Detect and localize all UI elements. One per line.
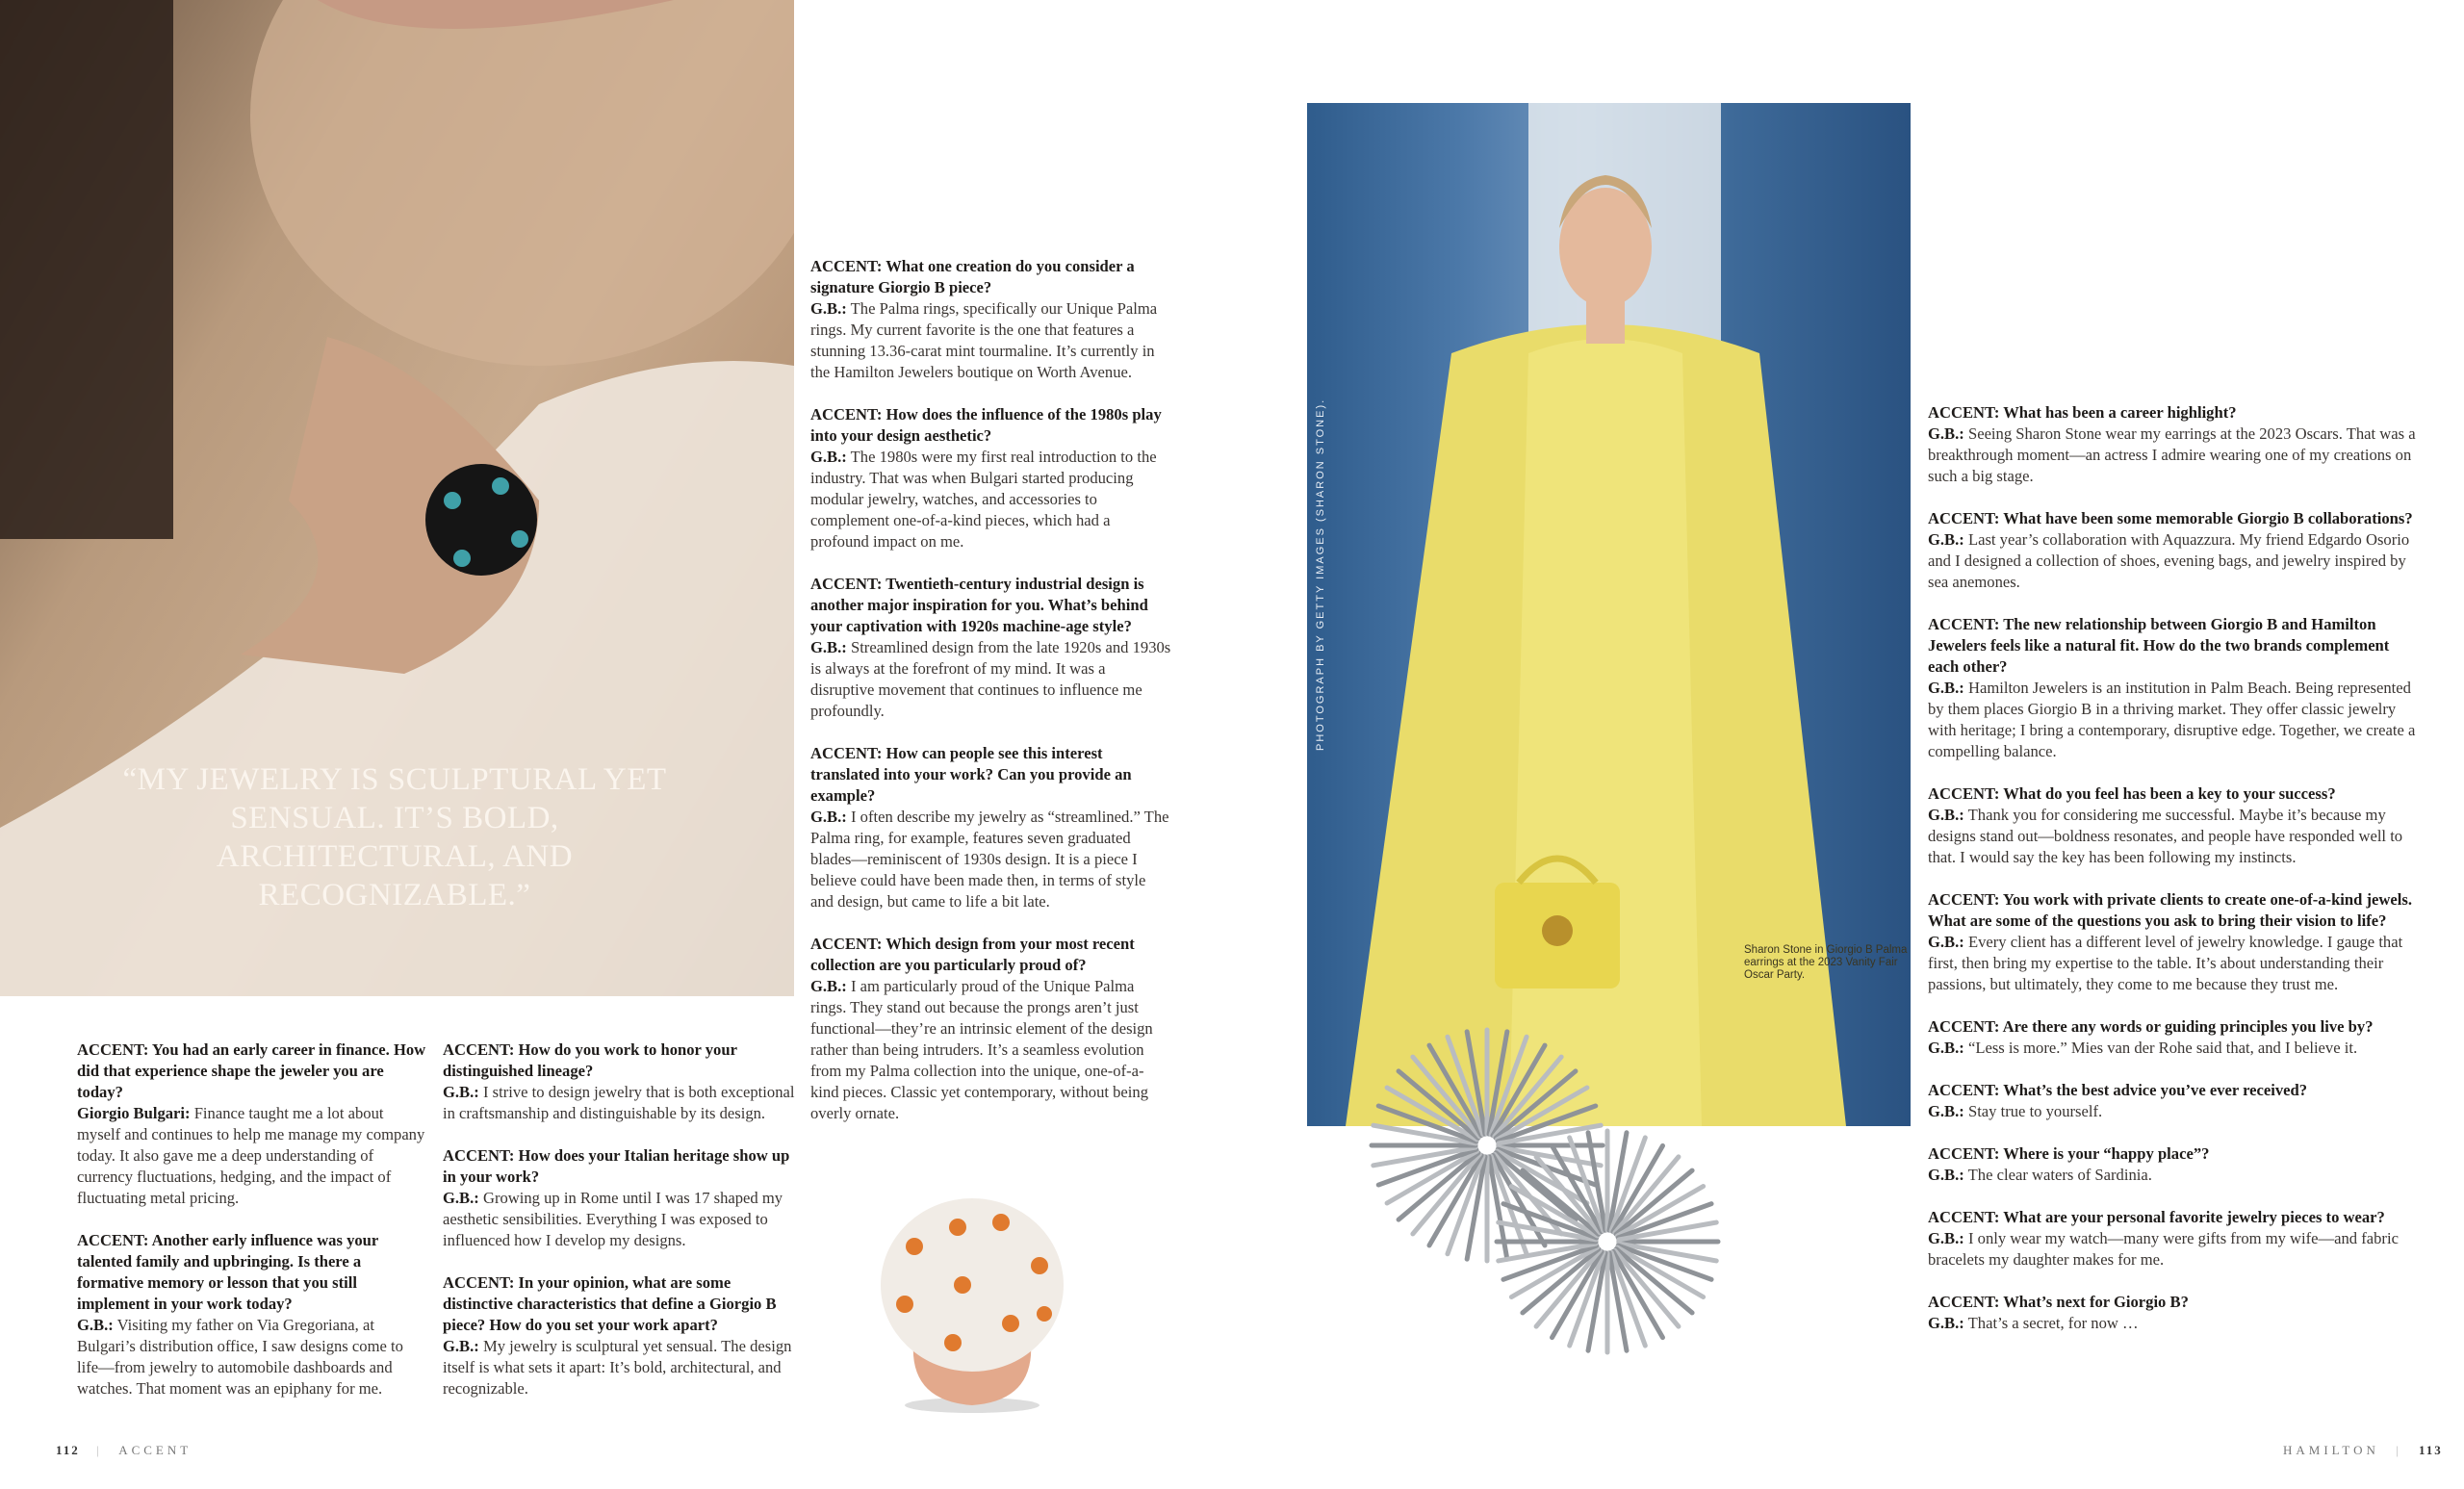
answer-text: That’s a secret, for now …	[1967, 1314, 2139, 1332]
question: ACCENT: What one creation do you consider a signature Giorgio B piece?	[810, 257, 1135, 296]
interview-column-2	[443, 1040, 804, 1421]
answer	[443, 1336, 804, 1399]
answer	[443, 1188, 804, 1251]
qa-block	[810, 256, 1171, 383]
interview-column-4	[1928, 402, 2419, 1355]
speaker-label: G.B.:	[1928, 679, 1964, 697]
answer-text: Growing up in Rome until I was 17 shaped my aesthetic sensibilities. Everything I was exposed to influenced how I develop my designs.	[443, 1189, 783, 1249]
speaker-label: G.B.:	[77, 1316, 114, 1334]
hero-photo-hand-ring	[0, 0, 794, 996]
qa-block	[1928, 1207, 2419, 1271]
question: ACCENT: What has been a career highlight?	[1928, 403, 2237, 422]
footer-divider: |	[2396, 1443, 2402, 1457]
answer	[1928, 1165, 2419, 1186]
question: ACCENT: What have been some memorable Giorgio B collaborations?	[1928, 509, 2413, 527]
qa-block	[1928, 1080, 2419, 1122]
qa-block	[443, 1040, 804, 1124]
speaker-label: G.B.:	[443, 1189, 479, 1207]
speaker-label: G.B.:	[810, 808, 847, 826]
pull-quote: “MY JEWELRY IS SCULPTURAL YET SENSUAL. IT’S BOLD, ARCHITECTURAL, AND RECOGNIZABLE.”	[122, 762, 667, 912]
answer	[810, 976, 1171, 1124]
question: ACCENT: What’s the best advice you’ve ever received?	[1928, 1081, 2308, 1099]
answer	[1928, 1038, 2419, 1059]
answer-text: Visiting my father on Via Gregoriana, at Bulgari’s distribution office, I saw designs come to life—from jewelry to automobile dashboards and watches. That moment was an epiphany for me.	[77, 1316, 403, 1398]
interview-column-1	[77, 1040, 428, 1421]
answer-text: The 1980s were my first real introduction to the industry. That was when Bulgari started producing modular jewelry, watches, and accessories to complement one-of-a-kind pieces, which had a profound impact on me.	[810, 448, 1157, 551]
speaker-label: G.B.:	[810, 299, 847, 318]
qa-block	[810, 934, 1171, 1124]
answer	[1928, 1313, 2419, 1334]
answer	[810, 447, 1171, 552]
qa-block	[1928, 1143, 2419, 1186]
speaker-label: G.B.:	[1928, 530, 1964, 549]
qa-block	[77, 1230, 428, 1399]
answer-text: I often describe my jewelry as “streamlined.” The Palma ring, for example, features seven graduated blades—reminiscent of 1930s design. It is a piece I believe could have been made then, in terms of style and design, but came to life a bit late.	[810, 808, 1169, 911]
answer-text: I am particularly proud of the Unique Palma rings. They stand out because the prongs aren’t just functional—they’re an intrinsic element of the design rather than being intruders. It’s a seamless evolution from my Palma collection into the unique, one-of-a-kind pieces. Classic yet contemporary, without being overly ornate.	[810, 977, 1153, 1122]
answer	[77, 1103, 428, 1209]
answer-text: Streamlined design from the late 1920s and 1930s is always at the forefront of my mind. It was a disruptive movement that continues to influence me profoundly.	[810, 638, 1171, 720]
speaker-label: G.B.:	[1928, 806, 1964, 824]
answer	[1928, 529, 2419, 593]
speaker-label: G.B.:	[1928, 424, 1964, 443]
answer-text: I strive to design jewelry that is both exceptional in craftsmanship and distinguishable by its design.	[443, 1083, 795, 1122]
answer-text: The Palma rings, specifically our Unique Palma rings. My current favorite is the one that features a stunning 13.36-carat mint tourmaline. It’s currently in the Hamilton Jewelers boutique on Worth Avenue.	[810, 299, 1158, 381]
section-name-right: HAMILTON	[2283, 1443, 2379, 1457]
speaker-label: G.B.:	[1928, 933, 1964, 951]
qa-block	[443, 1272, 804, 1399]
speaker-label: G.B.:	[810, 448, 847, 466]
answer-text: Stay true to yourself.	[1967, 1102, 2103, 1120]
sharon-stone-photo	[1307, 103, 1911, 1126]
qa-block	[1928, 1292, 2419, 1334]
question: ACCENT: What do you feel has been a key to your success?	[1928, 784, 2336, 803]
palma-ring-image	[866, 1179, 1078, 1420]
answer	[1928, 805, 2419, 868]
interview-column-3	[810, 256, 1171, 1145]
qa-block	[810, 404, 1171, 552]
question: ACCENT: How can people see this interest translated into your work? Can you provide an example?	[810, 744, 1132, 805]
page-number-right: 113	[2419, 1443, 2443, 1457]
speaker-label: G.B.:	[443, 1337, 479, 1355]
answer-text: Hamilton Jewelers is an institution in Palm Beach. Being represented by them places Giorgio B in a thriving market. They offer classic jewelry with heritage; I bring a contemporary, disruptive edge. Together, we create a compelling balance.	[1928, 679, 2416, 760]
qa-block	[77, 1040, 428, 1209]
question: ACCENT: How does your Italian heritage show up in your work?	[443, 1146, 790, 1186]
question: ACCENT: How do you work to honor your distinguished lineage?	[443, 1040, 737, 1080]
speaker-label: G.B.:	[1928, 1229, 1964, 1247]
question: ACCENT: Another early influence was your talented family and upbringing. Is there a formative memory or lesson that you still implement in your work today?	[77, 1231, 378, 1313]
speaker-label: Giorgio Bulgari:	[77, 1104, 191, 1122]
question: ACCENT: Where is your “happy place”?	[1928, 1144, 2210, 1163]
answer	[810, 637, 1171, 722]
speaker-label: G.B.:	[810, 977, 847, 995]
answer-text: Seeing Sharon Stone wear my earrings at the 2023 Oscars. That was a breakthrough moment—an actress I admire wearing one of my creations on such a big stage.	[1928, 424, 2416, 485]
question: ACCENT: How does the influence of the 1980s play into your design aesthetic?	[810, 405, 1162, 445]
answer-text: “Less is more.” Mies van der Rohe said that, and I believe it.	[1967, 1039, 2358, 1057]
qa-block	[443, 1145, 804, 1251]
speaker-label: G.B.:	[1928, 1314, 1964, 1332]
answer	[1928, 1101, 2419, 1122]
question: ACCENT: What’s next for Giorgio B?	[1928, 1293, 2189, 1311]
answer-text: Finance taught me a lot about myself and continues to help me manage my company today. It also gave me a deep understanding of currency fluctuations, hedging, and the impact of fluctuating metal pricing.	[77, 1104, 425, 1207]
answer	[1928, 932, 2419, 995]
answer-text: Thank you for considering me successful. Maybe it’s because my designs stand out—boldness resonates, and people have responded well to that. I would say the key has been following my instincts.	[1928, 806, 2403, 866]
answer-text: Last year’s collaboration with Aquazzura. My friend Edgardo Osorio and I designed a collection of shoes, evening bags, and jewelry inspired by sea anemones.	[1928, 530, 2410, 591]
footer-left	[56, 1443, 192, 1458]
answer-text: The clear waters of Sardinia.	[1967, 1166, 2152, 1184]
answer	[1928, 424, 2419, 487]
qa-block	[1928, 1016, 2419, 1059]
speaker-label: G.B.:	[1928, 1102, 1964, 1120]
footer-divider: |	[96, 1443, 103, 1457]
question: ACCENT: You work with private clients to create one-of-a-kind jewels. What are some of the questions you ask to bring their vision to life?	[1928, 890, 2412, 930]
answer	[77, 1315, 428, 1399]
question: ACCENT: You had an early career in finance. How did that experience shape the jeweler you are today?	[77, 1040, 426, 1101]
question: ACCENT: Are there any words or guiding principles you live by?	[1928, 1017, 2374, 1036]
answer	[810, 807, 1171, 912]
qa-block	[1928, 889, 2419, 995]
qa-block	[810, 743, 1171, 912]
qa-block	[1928, 614, 2419, 762]
photo-caption: Sharon Stone in Giorgio B Palma earrings at the 2023 Vanity Fair Oscar Party.	[1744, 944, 1908, 981]
page-number-left: 112	[56, 1443, 80, 1457]
speaker-label: G.B.:	[443, 1083, 479, 1101]
answer	[1928, 1228, 2419, 1271]
qa-block	[1928, 402, 2419, 487]
question: ACCENT: In your opinion, what are some distinctive characteristics that define a Giorgio B piece? How do you set your work apart?	[443, 1273, 777, 1334]
qa-block	[1928, 783, 2419, 868]
qa-block	[1928, 508, 2419, 593]
question: ACCENT: What are your personal favorite jewelry pieces to wear?	[1928, 1208, 2385, 1226]
speaker-label: G.B.:	[810, 638, 847, 656]
section-name-left: ACCENT	[118, 1443, 192, 1457]
question: ACCENT: The new relationship between Giorgio B and Hamilton Jewelers feels like a natural fit. How do the two brands complement each other?	[1928, 615, 2390, 676]
speaker-label: G.B.:	[1928, 1166, 1964, 1184]
qa-block	[810, 574, 1171, 722]
question: ACCENT: Which design from your most recent collection are you particularly proud of?	[810, 935, 1135, 974]
answer-text: My jewelry is sculptural yet sensual. The design itself is what sets it apart: It’s bold, architectural, and recognizable.	[443, 1337, 792, 1398]
answer	[810, 298, 1171, 383]
answer-text: Every client has a different level of jewelry knowledge. I gauge that first, then bring my expertise to the table. It’s about understanding their passions, but ultimately, they come to me because they trust me.	[1928, 933, 2403, 993]
answer-text: I only wear my watch—many were gifts from my wife—and fabric bracelets my daughter makes for me.	[1928, 1229, 2399, 1269]
question: ACCENT: Twentieth-century industrial design is another major inspiration for you. What’s behind your captivation with 1920s machine-age style?	[810, 575, 1148, 635]
answer	[443, 1082, 804, 1124]
palma-earrings-image	[1367, 1011, 1829, 1473]
footer-right	[2283, 1443, 2443, 1458]
photo-credit: PHOTOGRAPH BY GETTY IMAGES (SHARON STONE).	[1315, 398, 1326, 751]
speaker-label: G.B.:	[1928, 1039, 1964, 1057]
answer	[1928, 678, 2419, 762]
